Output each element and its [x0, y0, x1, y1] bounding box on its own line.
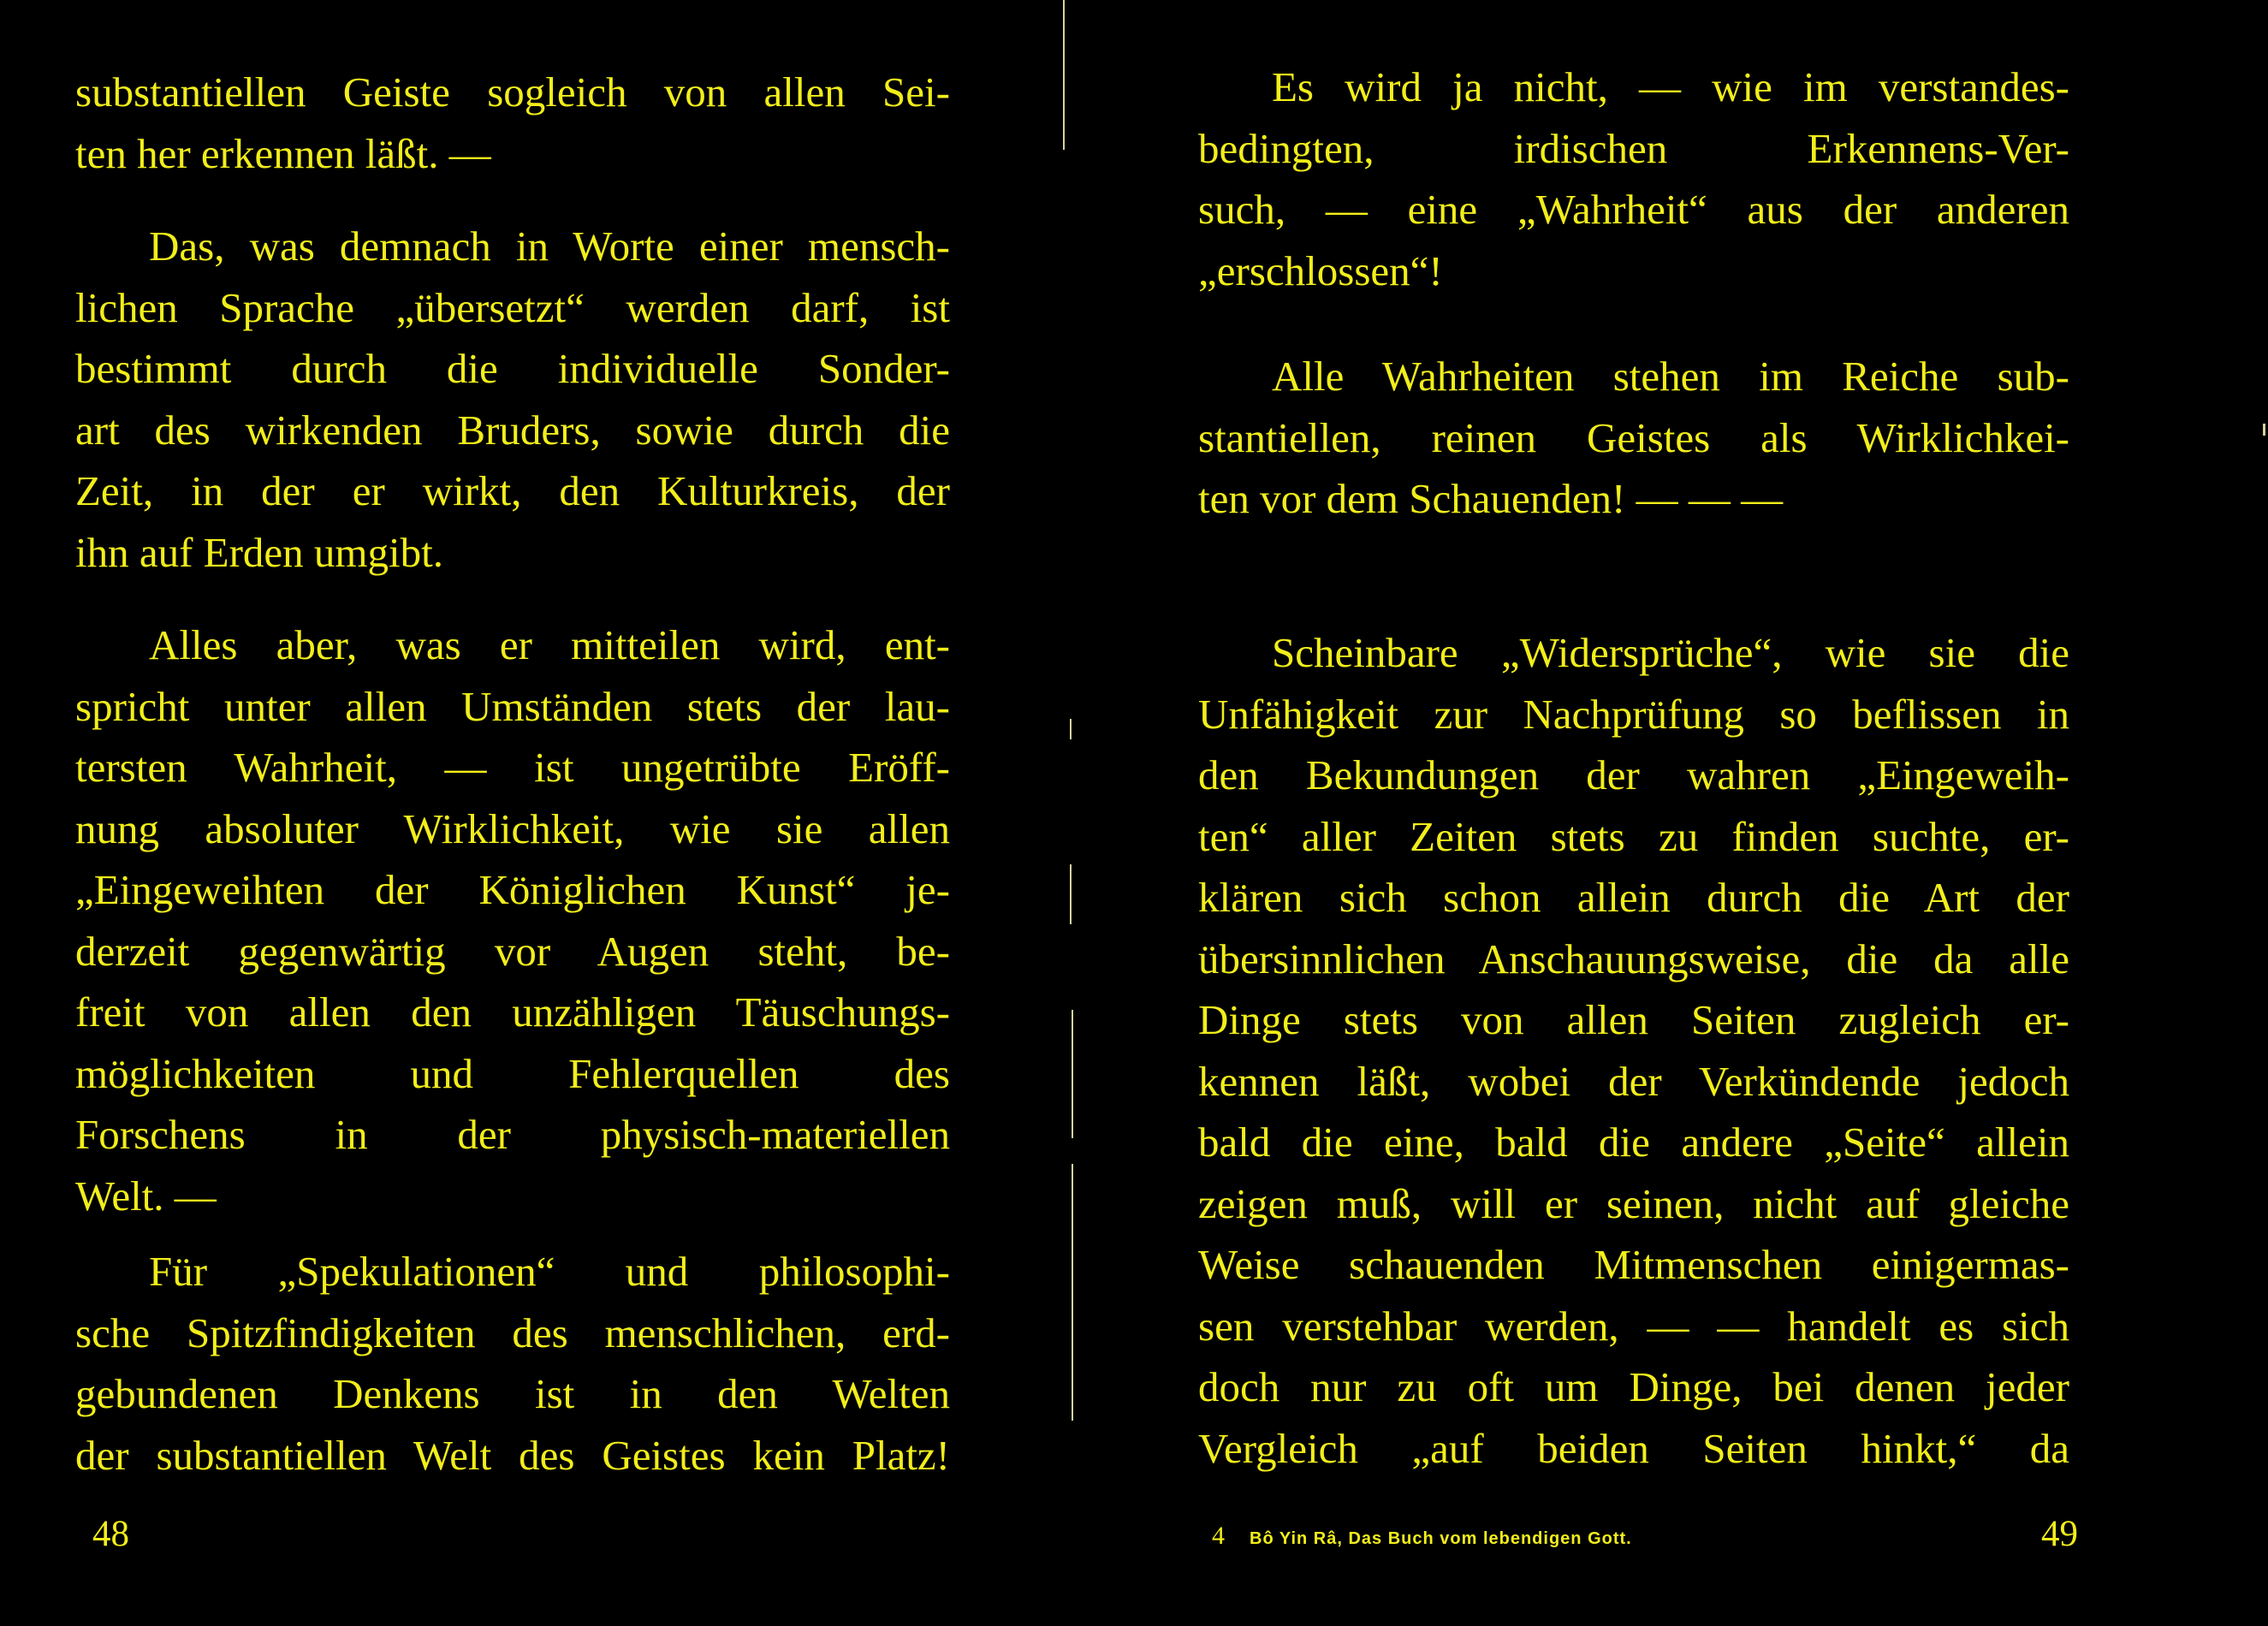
text-line: lichen Sprache „übersetzt“ werden darf, ist — [75, 283, 950, 331]
text-line: möglichkeiten und Fehlerquellen des — [75, 1049, 950, 1097]
text-line: ihn auf Erden umgibt. — [75, 528, 444, 576]
text-line: „erschlossen“! — [1198, 246, 1443, 294]
text-line: Vergleich „auf beiden Seiten hinkt,“ da — [1198, 1424, 2069, 1472]
text-line: der substantiellen Welt des Geistes kein Platz! — [75, 1431, 950, 1479]
text-line: tersten Wahrheit, — ist ungetrübte Eröff- — [75, 744, 950, 791]
edge-mark — [2263, 424, 2265, 436]
text-line: Weise schauenden Mitmenschen einigermas- — [1198, 1241, 2069, 1288]
right-page — [1061, 0, 2268, 1626]
text-line: „Eingeweihten der Königlichen Kunst“ je- — [75, 866, 950, 913]
text-line: bestimmt durch die individuelle Sonder- — [75, 345, 950, 392]
text-line: Alles aber, was er mitteilen wird, ent- — [149, 621, 950, 668]
text-line: Welt. — — [75, 1172, 217, 1220]
text-line: Alle Wahrheiten stehen im Reiche sub- — [1272, 353, 2069, 400]
text-line: sen verstehbar werden, — — handelt es sich — [1198, 1302, 2069, 1350]
text-line: Unfähigkeit zur Nachprüfung so beflissen in — [1198, 690, 2069, 738]
text-line: such, — eine „Wahrheit“ aus der anderen — [1198, 186, 2069, 233]
left-page — [0, 0, 1061, 1626]
right-paragraph-2 — [1198, 346, 2069, 530]
left-paragraph-2 — [75, 216, 950, 583]
text-line: bedingten, irdischen Erkennens-Ver- — [1198, 124, 2069, 172]
text-line: übersinnlichen Anschauungsweise, die da alle — [1198, 935, 2069, 982]
signature-mark: 4 — [1212, 1522, 1226, 1550]
left-paragraph-4 — [75, 1241, 950, 1486]
text-line: bald die eine, bald die andere „Seite“ allein — [1198, 1119, 2069, 1166]
text-line: spricht unter allen Umständen stets der lau- — [75, 682, 950, 730]
text-line: freit von allen den unzähligen Täuschungs- — [75, 988, 950, 1036]
text-line: nung absoluter Wirklichkeit, wie sie allen — [75, 804, 950, 852]
text-line: klären sich schon allein durch die Art der — [1198, 874, 2069, 921]
text-line: ten“ aller Zeiten stets zu finden suchte, er- — [1198, 812, 2069, 860]
text-line: derzeit gegenwärtig vor Augen steht, be- — [75, 927, 950, 975]
text-line: Das, was demnach in Worte einer mensch- — [149, 223, 950, 270]
text-line: art des wirkenden Bruders, sowie durch die — [75, 406, 950, 454]
text-line: den Bekundungen der wahren „Eingeweih- — [1198, 751, 2069, 798]
right-paragraph-3 — [1198, 622, 2069, 1479]
page-number-left: 48 — [92, 1514, 129, 1554]
page-number-right: 49 — [2041, 1514, 2078, 1554]
text-line: substantiellen Geiste sogleich von allen Sei- — [75, 68, 950, 116]
text-line: ten vor dem Schauenden! — — — — [1198, 475, 1784, 522]
left-paragraph-3 — [75, 614, 950, 1226]
text-line: sche Spitzfindigkeiten des menschlichen, erd- — [75, 1309, 950, 1356]
footnote — [1212, 1522, 1632, 1551]
text-line: stantiellen, reinen Geistes als Wirklichkei- — [1198, 413, 2069, 461]
text-line: Scheinbare „Widersprüche“, wie sie die — [1272, 629, 2069, 676]
footnote-text: Bô Yin Râ, Das Buch vom lebendigen Gott. — [1250, 1529, 1632, 1548]
text-line: Dinge stets von allen Seiten zugleich er- — [1198, 996, 2069, 1043]
text-line: Forschens in der physisch-materiellen — [75, 1111, 950, 1158]
right-paragraph-1 — [1198, 56, 2069, 301]
text-line: Für „Spekulationen“ und philosophi- — [149, 1248, 950, 1295]
text-line: kennen läßt, wobei der Verkündende jedoch — [1198, 1057, 2069, 1105]
text-line: Zeit, in der er wirkt, den Kulturkreis, der — [75, 467, 950, 514]
left-paragraph-1 — [75, 62, 950, 184]
text-line: ten her erkennen läßt. — — [75, 129, 491, 177]
text-line: zeigen muß, will er seinen, nicht auf gleiche — [1198, 1179, 2069, 1227]
text-line: doch nur zu oft um Dinge, bei denen jeder — [1198, 1363, 2069, 1410]
text-line: gebundenen Denkens ist in den Welten — [75, 1370, 950, 1417]
text-line: Es wird ja nicht, — wie im verstandes- — [1272, 63, 2069, 110]
